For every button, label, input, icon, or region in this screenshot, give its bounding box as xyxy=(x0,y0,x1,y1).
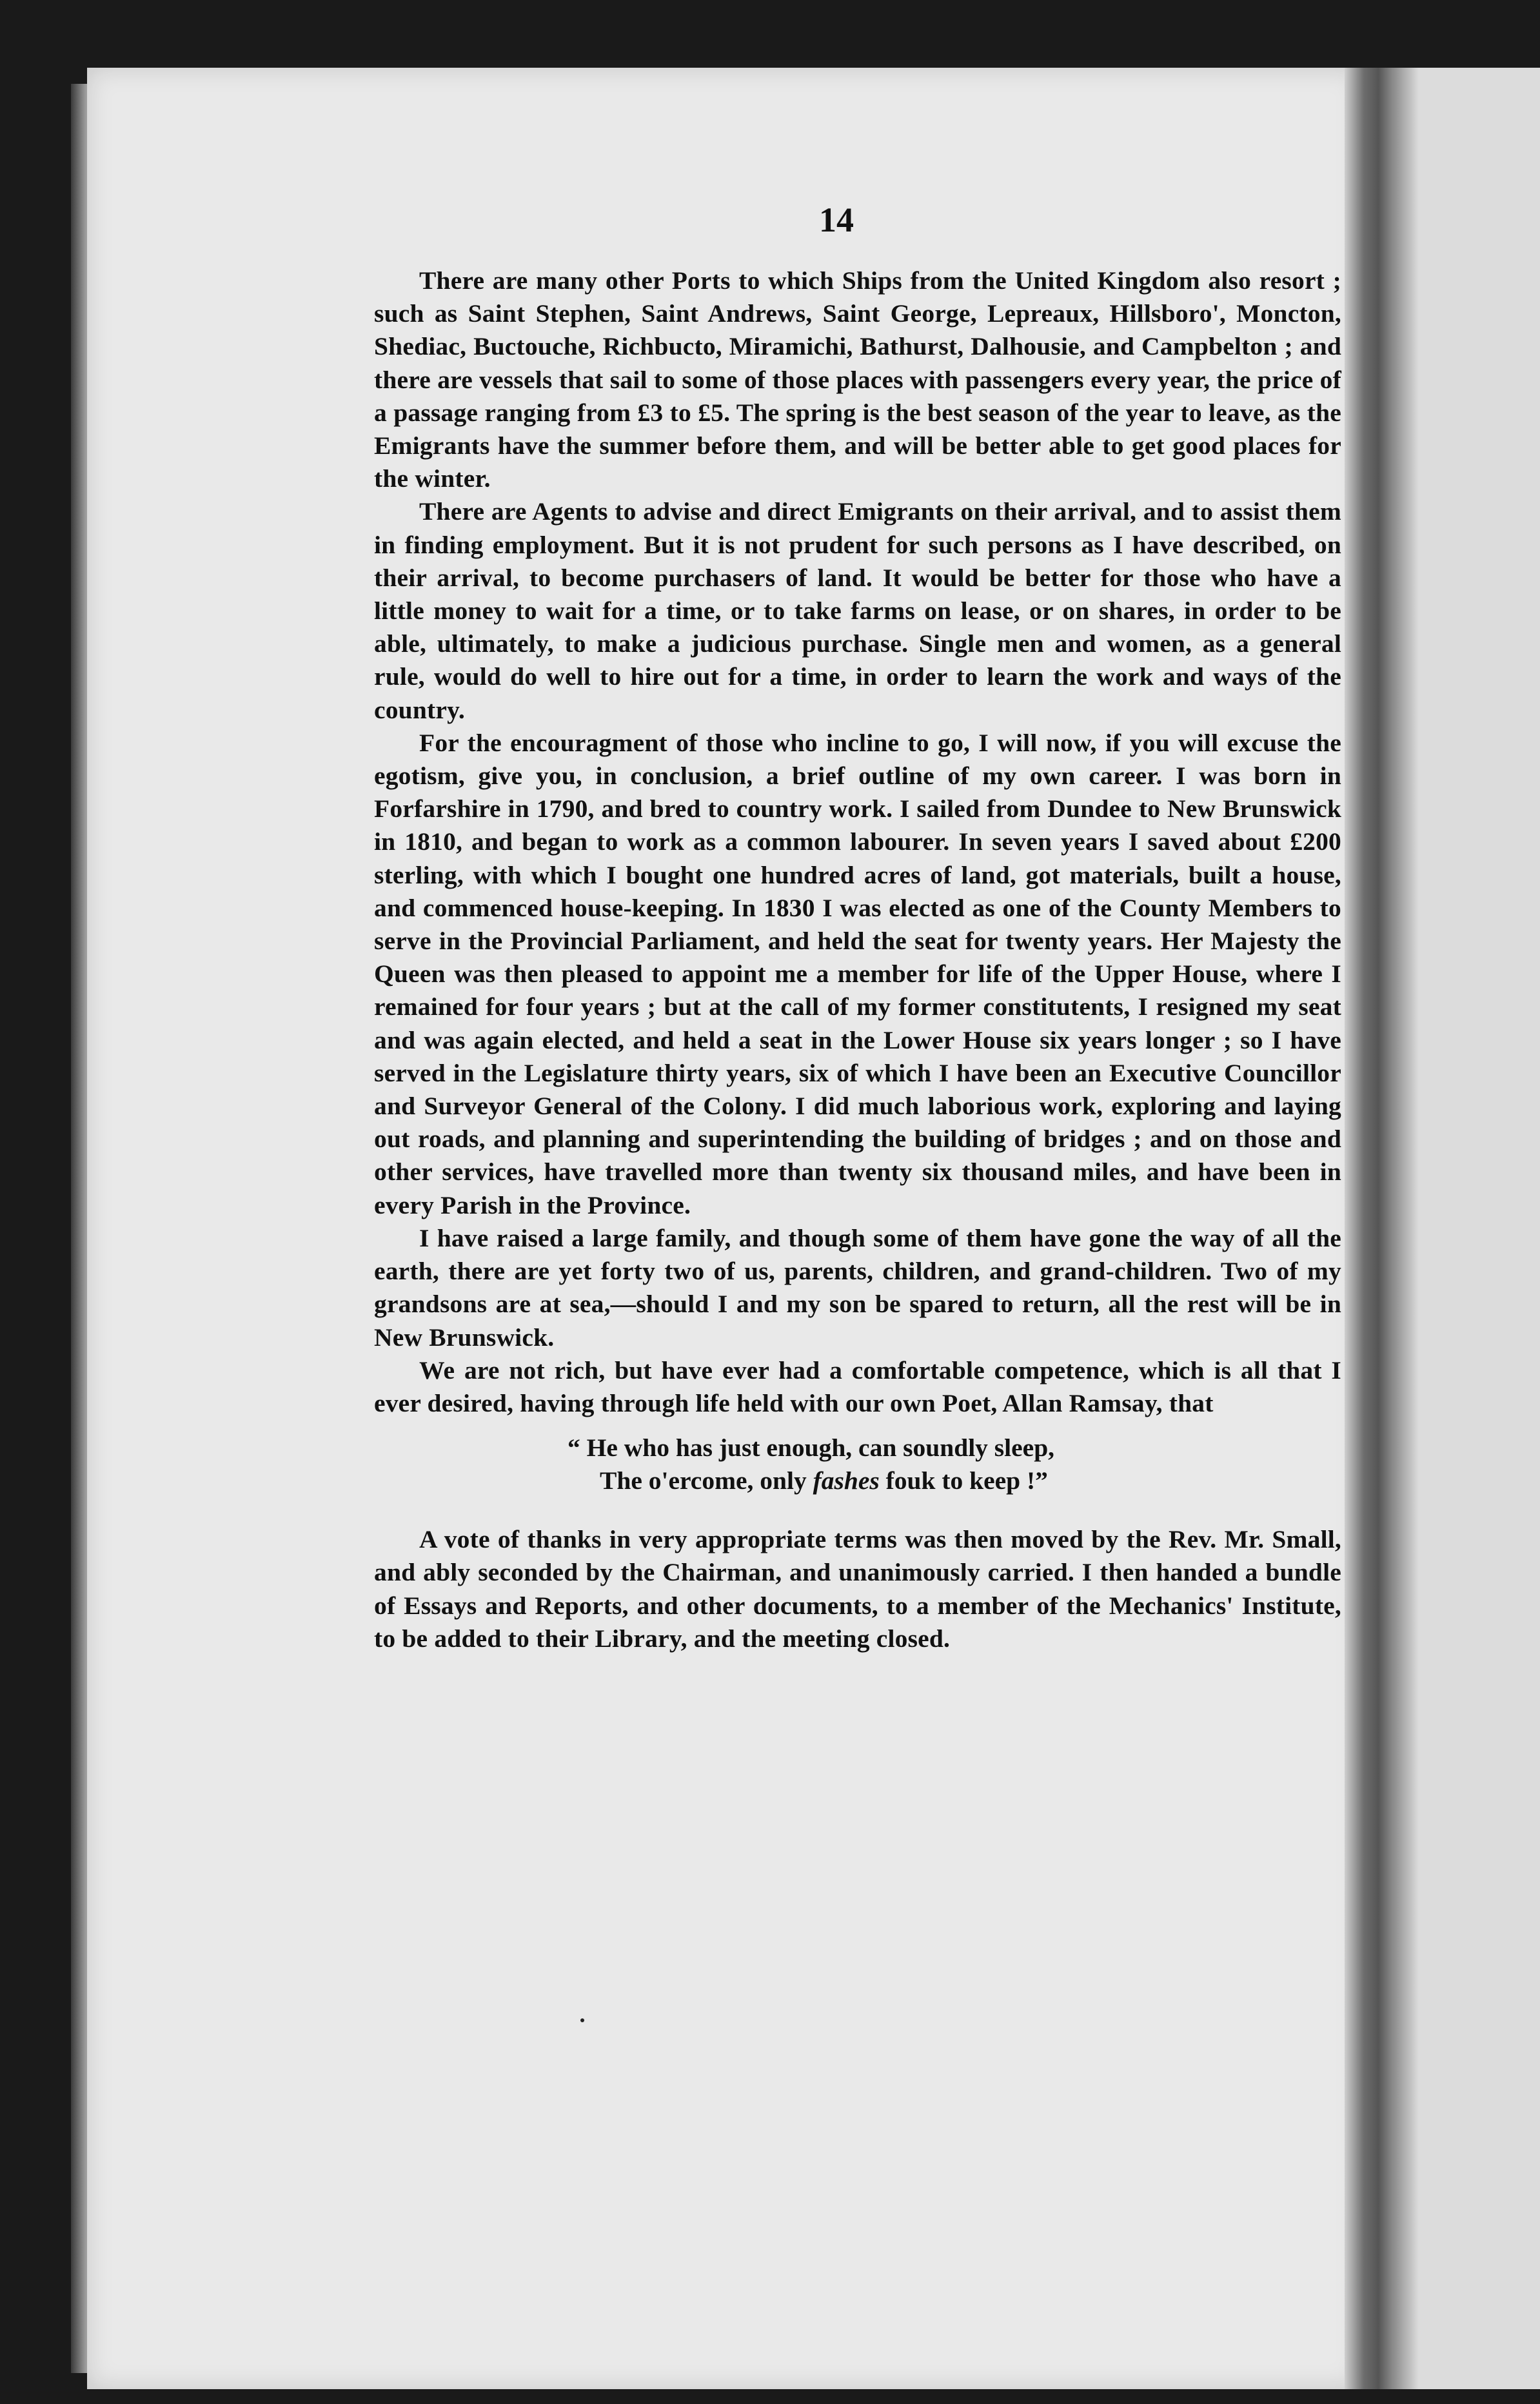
paragraph-career: For the encouragment of those who incline to go, I will now, if you will excuse the egotism, give you, in conclusion, a brief outline of my own career. I was born in Forfarshire in 1790, and bred to country work. I sailed from Dundee to New Brunswick in 1810, and began to work as a common labourer. In seven years I saved about £200 sterling, with which I bought one hundred acres of land, got materials, built a house, and commenced house-keeping. In 1830 I was elected as one of the County Members to serve in the Provincial Parliament, and held the seat for twenty years. Her Majesty the Queen was then pleased to appoint me a member for life of the Upper House, where I remained for four years ; but at the call of my former constitutents, I resigned my seat and was again elected, and held a seat in the Lower House six years longer ; so I have served in the Legislature thirty years, six of which I have been an Executive Councillor and Surveyor General of the Colony. I did much laborious work, exploring and laying out roads, and planning and superintending the building of bridges ; and on those and other services, have travelled more than twenty six thousand miles, and have been in every Parish in the Province. xyxy=(374,728,1341,1219)
page-number: 14 xyxy=(819,201,854,239)
paragraph-ports: There are many other Ports to which Ships from the United Kingdom also resort ; such as Saint Stephen, Saint Andrews, Saint George, Lepreaux, Hillsboro', Moncton, Shediac, Buctouche, Richbucto, Miramichi, Bathurst, Dalhousie, and Campbelton ; and there are vessels that sail to some of those places with passengers every year, the price of a passage ranging from £3 to £5. The spring is the best season of the year to leave, as the Emigrants have the summer before them, and will be better able to get good places for the winter. xyxy=(374,266,1341,493)
book-binding xyxy=(1345,68,1393,2389)
paragraph-closing: A vote of thanks in very appropriate terms was then moved by the Rev. Mr. Small, and ably seconded by the Chairman, and unanimously carried. I then handed a bundle of Essays and Reports, and other documents, to a member of the Mechanics' Institute, to be added to their Library, and the meeting closed. xyxy=(374,1525,1341,1653)
verse-italic-word: fashes xyxy=(813,1466,880,1495)
page-body xyxy=(374,264,1341,1655)
verse-line-1: “ He who has just enough, can soundly sleep, xyxy=(568,1434,1055,1463)
facing-page-shadow xyxy=(1393,68,1419,2389)
paragraph-competence: We are not rich, but have ever had a comfortable competence, which is all that I ever desired, having through life held with our own Poet, Allan Ramsay, that xyxy=(374,1355,1341,1417)
verse-line-2 xyxy=(374,1464,1341,1497)
paragraph-agents: There are Agents to advise and direct Emigrants on their arrival, and to assist them in finding employment. But it is not prudent for such persons as I have described, on their arrival, to become purchasers of land. It would be better for those who have a little money to wait for a time, or to take farms on lease, or on shares, in order to be able, ultimately, to make a judicious purchase. Single men and women, as a general rule, would do well to hire out for a time, in order to learn the work and ways of the country. xyxy=(374,497,1341,724)
verse-line-2-start: The o'ercome, only xyxy=(600,1466,813,1495)
paragraph-family: I have raised a large family, and though some of them have gone the way of all the earth, there are yet forty two of us, parents, children, and grand-children. Two of my grandsons are at sea,—should I and my son be spared to return, all the rest will be in New Brunswick. xyxy=(374,1223,1341,1352)
verse-quotation xyxy=(374,1432,1341,1497)
ink-speck xyxy=(580,2018,584,2022)
verse-line-2-end: fouk to keep !” xyxy=(879,1466,1048,1495)
